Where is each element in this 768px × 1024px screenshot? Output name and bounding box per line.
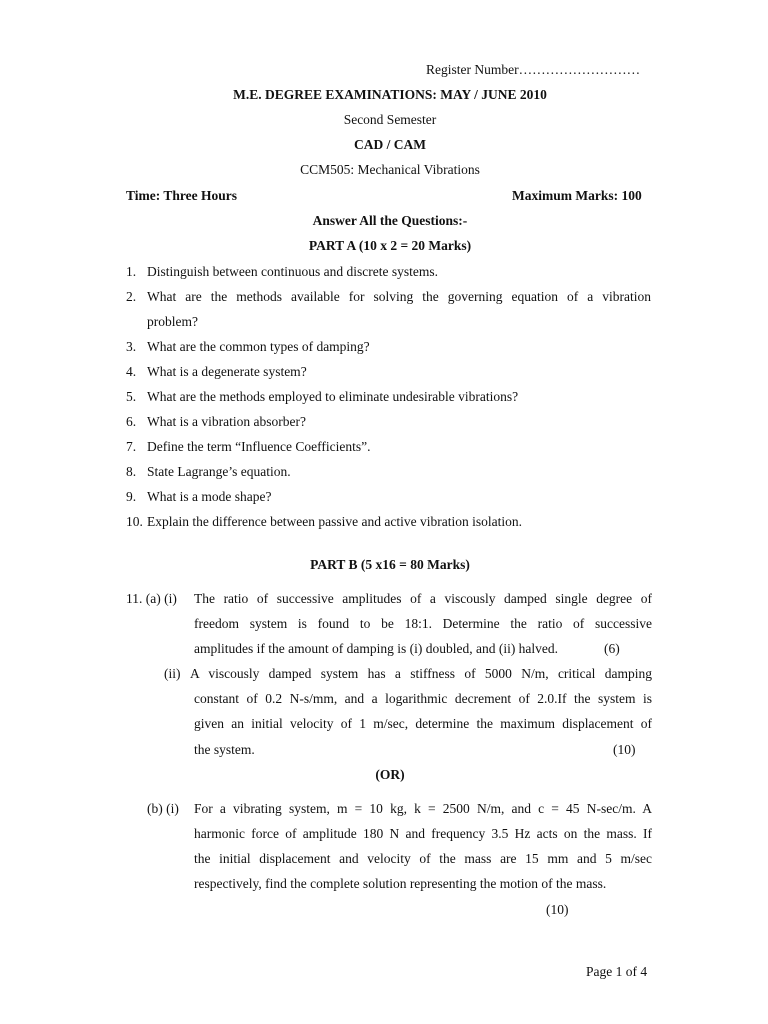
question-marks: (10) bbox=[546, 902, 569, 917]
question-marks: (10) bbox=[613, 742, 636, 757]
question-text-line: constant of 0.2 N-s/mm, and a logarithmic decrement of 2.0.If the system is bbox=[194, 691, 652, 706]
page-number: Page 1 of 4 bbox=[586, 964, 648, 979]
question-text: What are the methods employed to eliminate undesirable vibrations? bbox=[147, 389, 519, 404]
part-b-title: PART B (5 x16 = 80 Marks) bbox=[310, 557, 470, 572]
question-number: 2. bbox=[126, 289, 137, 304]
register-number: Register Number……………………… bbox=[426, 62, 641, 77]
question-number: 9. bbox=[126, 489, 137, 504]
question-number: 8. bbox=[126, 464, 137, 479]
semester: Second Semester bbox=[343, 112, 437, 127]
question-text-line: given an initial velocity of 1 m/sec, determine the maximum displacement of bbox=[194, 716, 652, 731]
question-text-line: A viscously damped system has a stiffness of 5000 N/m, critical damping bbox=[190, 666, 652, 681]
or-separator: (OR) bbox=[375, 767, 405, 782]
question-number: 1. bbox=[126, 264, 137, 279]
question-number: 10. bbox=[126, 514, 143, 529]
question-text: What is a degenerate system? bbox=[147, 364, 307, 379]
question-text-line: The ratio of successive amplitudes of a viscously damped single degree of bbox=[194, 591, 652, 606]
question-number: 4. bbox=[126, 364, 137, 379]
question-text-line: For a vibrating system, m = 10 kg, k = 2500 N/m, and c = 45 N-sec/m. A bbox=[194, 801, 652, 816]
question-text-line: the system. bbox=[194, 742, 255, 757]
question-text-line: harmonic force of amplitude 180 N and frequency 3.5 Hz acts on the mass. If bbox=[194, 826, 652, 841]
question-text: What are the methods available for solving the governing equation of a vibration bbox=[147, 289, 651, 304]
question-text: State Lagrange’s equation. bbox=[147, 464, 291, 479]
question-marks: (6) bbox=[604, 641, 620, 656]
question-number: 7. bbox=[126, 439, 137, 454]
question-text: Distinguish between continuous and discrete systems. bbox=[147, 264, 438, 279]
question-label: (b) (i) bbox=[147, 801, 179, 816]
question-label: 11. (a) (i) bbox=[126, 591, 177, 606]
question-text-line: respectively, find the complete solution representing the motion of the mass. bbox=[194, 876, 607, 891]
maximum-marks: Maximum Marks: 100 bbox=[512, 188, 642, 203]
course-title: CCM505: Mechanical Vibrations bbox=[300, 162, 480, 177]
question-label: (ii) bbox=[164, 666, 181, 681]
question-text-line: the initial displacement and velocity of the mass are 15 mm and 5 m/sec bbox=[194, 851, 652, 866]
question-text: Define the term “Influence Coefficients”. bbox=[147, 439, 371, 454]
question-text: What is a vibration absorber? bbox=[147, 414, 306, 429]
part-a-title: PART A (10 x 2 = 20 Marks) bbox=[308, 238, 472, 253]
exam-title: M.E. DEGREE EXAMINATIONS: MAY / JUNE 2010 bbox=[233, 87, 547, 102]
question-text: Explain the difference between passive and active vibration isolation. bbox=[147, 514, 522, 529]
question-text-line: amplitudes if the amount of damping is (i) doubled, and (ii) halved. bbox=[194, 641, 559, 656]
question-text: What are the common types of damping? bbox=[147, 339, 370, 354]
question-text-line: freedom system is found to be 18:1. Determine the ratio of successive bbox=[194, 616, 652, 631]
question-text-continuation: problem? bbox=[147, 314, 198, 329]
programme: CAD / CAM bbox=[354, 137, 426, 152]
exam-time: Time: Three Hours bbox=[126, 188, 237, 203]
question-number: 3. bbox=[126, 339, 137, 354]
instruction: Answer All the Questions:- bbox=[312, 213, 468, 228]
question-number: 5. bbox=[126, 389, 137, 404]
question-number: 6. bbox=[126, 414, 137, 429]
question-text: What is a mode shape? bbox=[147, 489, 272, 504]
